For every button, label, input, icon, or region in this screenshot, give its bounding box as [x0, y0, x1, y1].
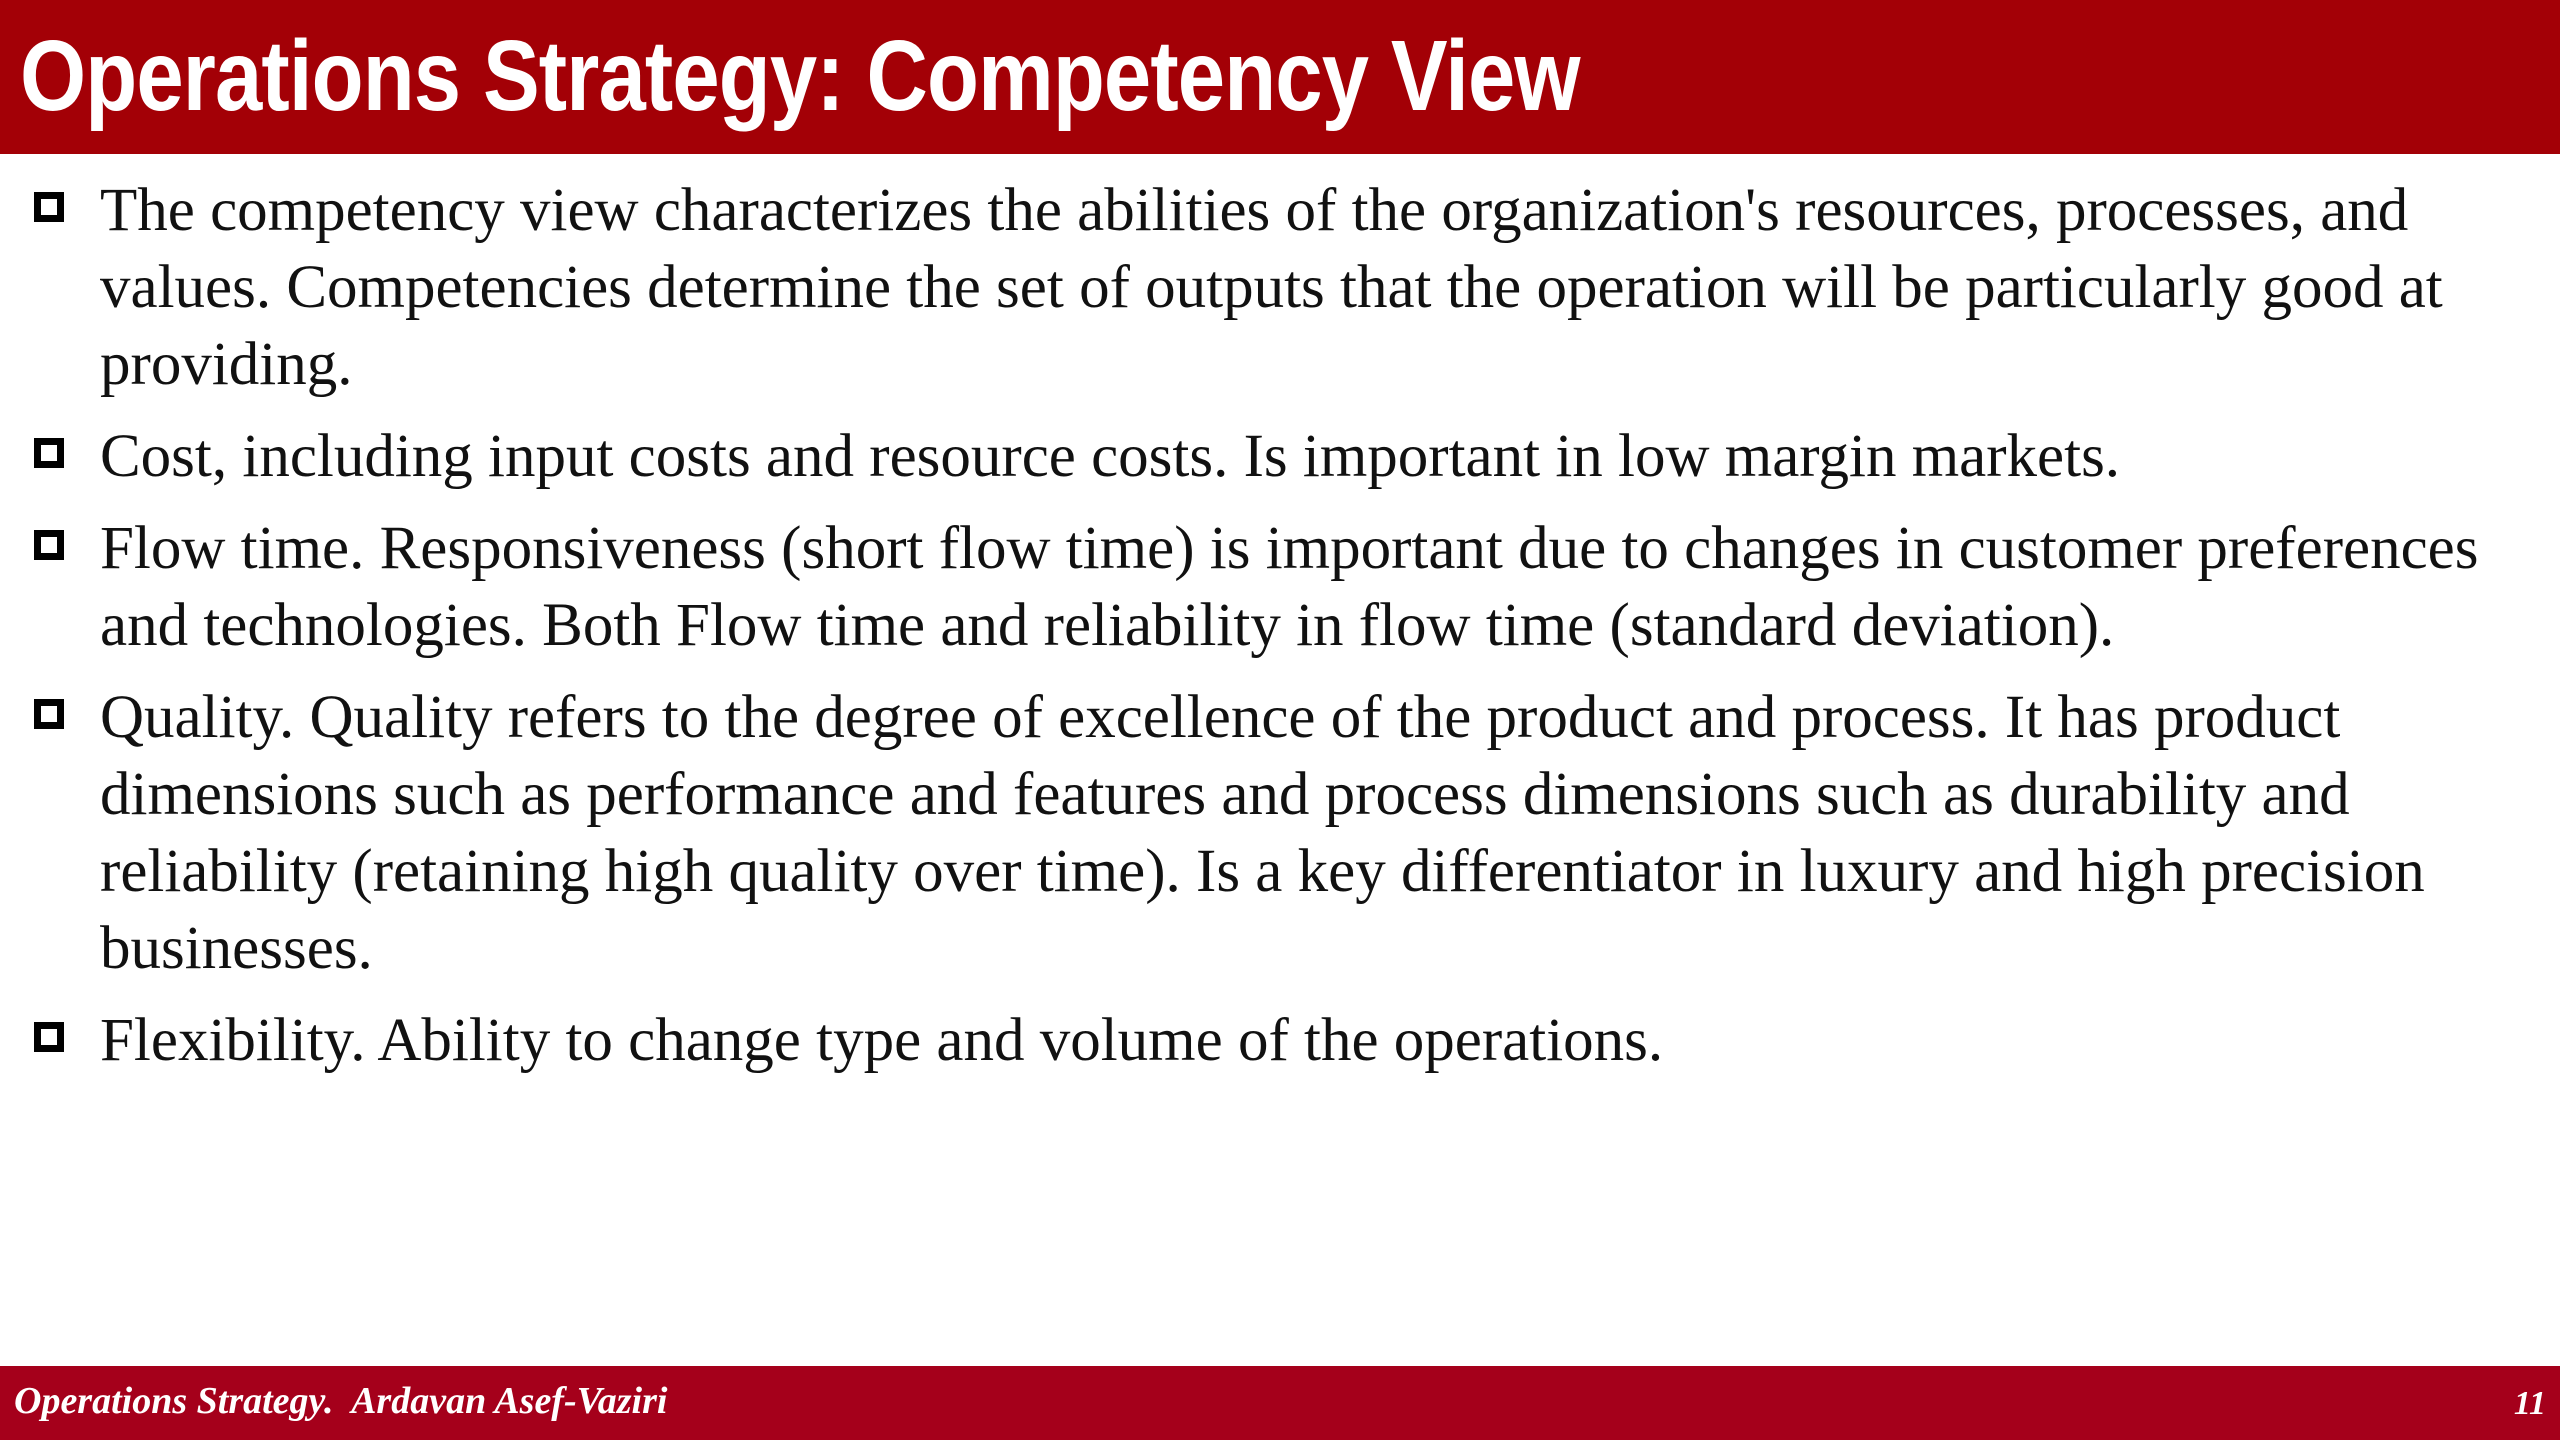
bullet-item	[32, 172, 2502, 403]
bullet-text: Flow time. Responsiveness (short flow time) is important due to changes in customer preferences and technologies. Both Flow time and reliability in flow time (standard deviation).	[100, 515, 2479, 659]
bullet-text: Quality. Quality refers to the degree of excellence of the product and process. It has product dimensions such as performance and features and process dimensions such as durability and reliability (retaining high quality over time). Is a key differentiator in luxury and high precision businesses.	[100, 684, 2425, 982]
title-bar	[0, 0, 2560, 154]
bullet-item	[32, 510, 2502, 664]
bullet-text: Flexibility. Ability to change type and volume of the operations.	[100, 1007, 1664, 1074]
bullet-list	[32, 172, 2502, 1094]
bullet-text: The competency view characterizes the abilities of the organization's resources, processes, and values. Competencies determine the set of outputs that the operation will be particularly good at providing.	[100, 177, 2443, 398]
slide-title: Operations Strategy: Competency View	[20, 20, 1580, 132]
bullet-item	[32, 679, 2502, 987]
bullet-text: Cost, including input costs and resource costs. Is important in low margin markets.	[100, 423, 2121, 490]
hollow-square-icon	[34, 192, 64, 222]
bullet-item	[32, 418, 2502, 495]
hollow-square-icon	[34, 438, 64, 468]
hollow-square-icon	[34, 699, 64, 729]
footer-credit: Operations Strategy. Ardavan Asef-Vaziri	[14, 1380, 668, 1422]
bullet-item	[32, 1002, 2502, 1079]
hollow-square-icon	[34, 1022, 64, 1052]
page-number: 11	[2513, 1385, 2546, 1422]
hollow-square-icon	[34, 530, 64, 560]
footer-bar	[0, 1366, 2560, 1440]
